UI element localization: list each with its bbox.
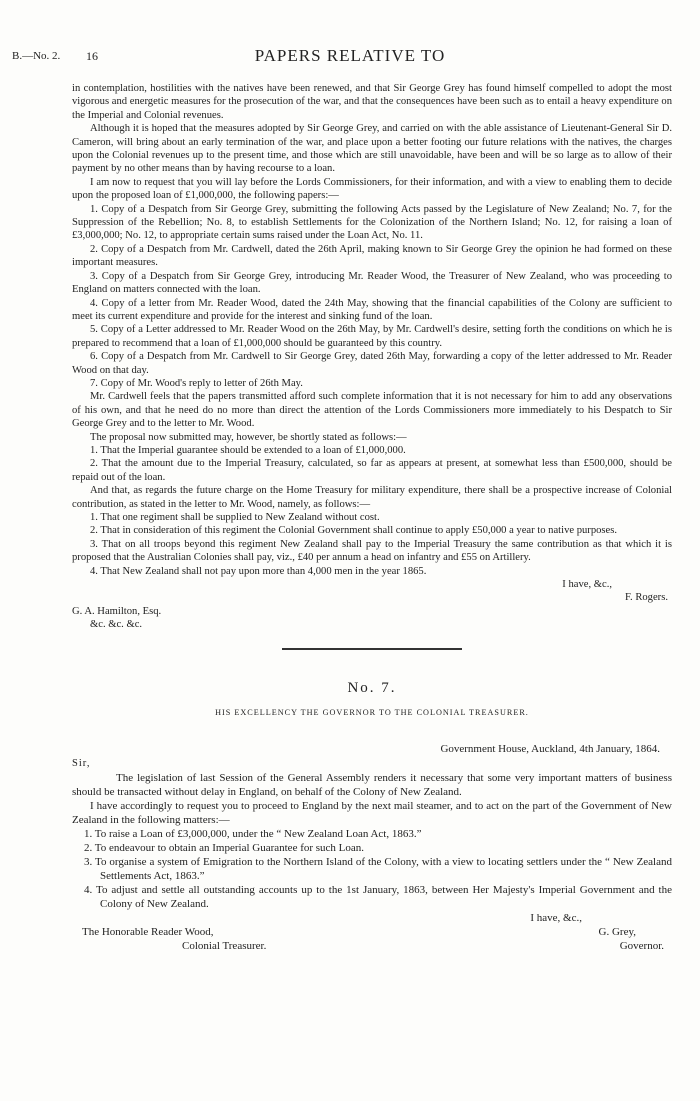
closing-phrase: I have, &c., [562, 579, 612, 591]
list-item: 3. That on all troops beyond this regiment New Zealand shall pay to the Imperial Treasury the same contribution as that which it is proposed that the Australian Colonies shall pay, viz., £40 per annum a head on infantry and £55 on Artillery. [72, 538, 672, 564]
list-item: 2. That in consideration of this regiment the Colonial Government shall continue to apply £50,000 a year to native purposes. [90, 525, 618, 537]
signature-title: Governor. [619, 939, 664, 952]
page-body [72, 82, 672, 965]
page-header [0, 44, 700, 68]
paragraph: The proposal now submitted may, however, be shortly stated as follows:— [90, 431, 407, 443]
paragraph: Although it is hoped that the measures adopted by Sir George Grey, and carried on with the able assistance of Lieutenant-General Sir D. Cameron, will bring about an early termination of the war, and place upon a better footing our future relations with the natives, the charges upon the Colonial revenues up to the present time, and those which are still unavoidable, have been and will be so large as to allow of their payment by no other means than by having recourse to a loan. [72, 123, 672, 175]
paragraph: I am now to request that you will lay before the Lords Commissioners, for their information, and with a view to enabling them to decide upon the proposed loan of £1,000,000, the following papers:— [72, 176, 672, 202]
list-item: 6. Copy of a Despatch from Mr. Cardwell to Sir George Grey, dated 26th May, forwarding a copy of the letter addressed to Mr. Reader Wood on that day. [72, 351, 672, 376]
paragraph: in contemplation, hostilities with the natives have been renewed, and that Sir George Grey has found himself compelled to adopt the most vigorous and energetic measures for the prosecution of the war, and that the consequences have been such as to entail a heavy expenditure on the Imperial and Colonial revenues. [72, 83, 672, 121]
list-item: 3. Copy of a Despatch from Sir George Grey, introducing Mr. Reader Wood, the Treasurer of New Zealand, who was proceeding to England on matters connected with the loan. [72, 270, 672, 296]
addressee-title: Colonial Treasurer. [182, 939, 267, 952]
list-item: 5. Copy of a Letter addressed to Mr. Reader Wood on the 26th May, by Mr. Cardwell's desire, setting forth the conditions on which he is prepared to recommend that a loan of £1,000,000 should be guaranteed by this country. [72, 324, 672, 349]
list-item: 4. Copy of a letter from Mr. Reader Wood, dated the 24th May, showing that the financial capabilities of the Colony are sufficient to meet its current expenditure and provide for the interest and sinking fund of the loan. [72, 297, 672, 322]
paragraph: And that, as regards the future charge on the Home Treasury for military expenditure, there shall be a prospective increase of Colonial contribution, as stated in the letter to Mr. Wood, namely, as follows:— [72, 485, 672, 510]
list-item: 7. Copy of Mr. Wood's reply to letter of 26th May. [90, 377, 303, 389]
list-item: 2. To endeavour to obtain an Imperial Guarantee for such Loan. [84, 841, 365, 854]
document-number: No. 7. [347, 679, 397, 696]
list-item: 1. That the Imperial guarantee should be extended to a loan of £1,000,000. [90, 444, 406, 456]
place-date: Government House, Auckland, 4th January, 1864. [440, 743, 660, 756]
list-item: 1. Copy of a Despatch from Sir George Grey, submitting the following Acts passed by the Legislature of New Zealand; No. 7, for the Suppression of the Rebellion; No. 8, to establish Settlements for the Colonization of the Northern Island; No. 12, for raising a loan of £3,000,000; No. 12, to appropriate certain sums raised under the Loan Act, No. 11. [72, 203, 672, 242]
document-reference: B.—No. 2. [12, 50, 61, 62]
closing-block [72, 925, 672, 965]
page-number: 16 [86, 49, 98, 63]
paragraph: Mr. Cardwell feels that the papers transmitted afford such complete information that it is not necessary for him to add any observations of his own, and that he need do no more than direct the attention of the Lords Commissioners more immediately to his Despatch to Sir George Grey and to the letter to Mr. Wood. [72, 391, 672, 430]
addressee: G. A. Hamilton, Esq. [72, 605, 162, 617]
list-item: 1. That one regiment shall be supplied to New Zealand without cost. [90, 512, 380, 523]
list-item: 3. To organise a system of Emigration to the Northern Island of the Colony, with a view to locating settlers under the “ New Zealand Settlements Act, 1863.” [84, 855, 672, 882]
signature: F. Rogers. [624, 592, 668, 604]
list-item: 2. Copy of a Despatch from Mr. Cardwell, dated the 26th April, making known to Sir George Grey the opinion he had formed on these important measures. [72, 243, 672, 269]
salutation: Sir, [72, 757, 91, 769]
letter-body [72, 757, 672, 965]
paragraph: I have accordingly to request you to proceed to England by the next mail steamer, and to act on the part of the Government of New Zealand in the following matters:— [72, 799, 672, 826]
paragraph: The legislation of last Session of the General Assembly renders it necessary that some very important matters of business should be transacted without delay in England, on behalf of the Colony of New Zealand. [72, 771, 672, 798]
addressee: The Honorable Reader Wood, [82, 925, 214, 938]
list-item: 1. To raise a Loan of £3,000,000, under the “ New Zealand Loan Act, 1863.” [84, 827, 422, 840]
list-item: 2. That the amount due to the Imperial Treasury, calculated, so far as appears at present, at somewhat less than £500,000, should be repaid out of the loan. [72, 458, 672, 483]
running-title: PAPERS RELATIVE TO [254, 46, 446, 65]
signature: G. Grey, [598, 925, 636, 938]
closing-phrase: I have, &c., [530, 911, 582, 924]
document-title: HIS EXCELLENCY THE GOVERNOR TO THE COLONIAL TREASURER. [215, 708, 529, 718]
list-item: 4. That New Zealand shall not pay upon more than 4,000 men in the year 1865. [90, 565, 427, 577]
list-item: 4. To adjust and settle all outstanding accounts up to the 1st January, 1863, between Her Majesty's Imperial Government and the Colony of New Zealand. [84, 883, 672, 910]
addressee-etc: &c. &c. &c. [90, 619, 143, 631]
section-divider [282, 648, 462, 650]
